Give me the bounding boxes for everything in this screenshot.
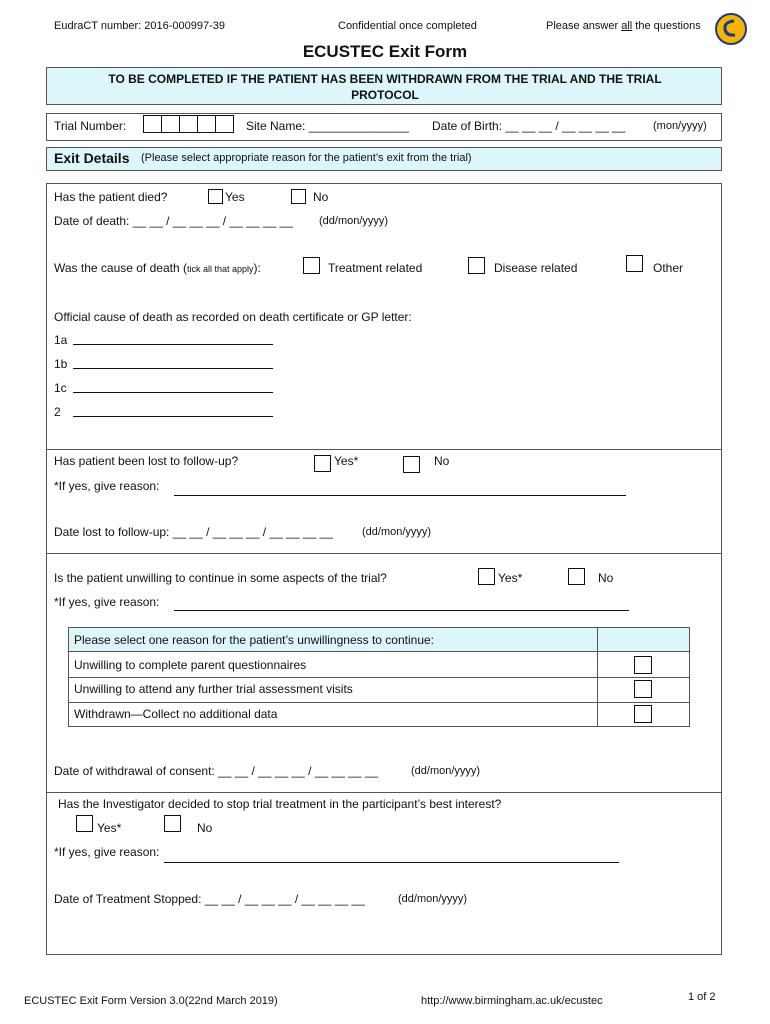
investigator-reason-label: *If yes, give reason: <box>54 845 160 859</box>
footer-version: ECUSTEC Exit Form Version 3.0(22nd March 2019) <box>24 995 278 1007</box>
section-divider <box>46 792 722 793</box>
banner-line-1: TO BE COMPLETED IF THE PATIENT HAS BEEN WITHDRAWN FROM THE TRIAL AND THE TRIAL <box>108 72 662 86</box>
lost-followup-question: Has patient been lost to follow-up? <box>54 454 239 468</box>
table-row-divider <box>68 702 690 703</box>
reason-questionnaires-checkbox[interactable] <box>634 656 652 674</box>
trial-digit-box[interactable] <box>161 115 180 133</box>
date-of-death-field[interactable]: Date of death: __ __ / __ __ __ / __ __ __ __ <box>54 214 293 228</box>
reason-visits-checkbox[interactable] <box>634 680 652 698</box>
unwilling-reason-label: *If yes, give reason: <box>54 595 160 609</box>
lost-no-label: No <box>434 454 450 468</box>
cause-end: ): <box>253 261 261 275</box>
treatment-related-checkbox[interactable] <box>303 257 320 274</box>
site-name-field[interactable]: Site Name: _______________ <box>246 119 409 133</box>
unwilling-yes-label: Yes* <box>498 571 523 585</box>
trial-digit-box[interactable] <box>179 115 198 133</box>
unwilling-yes-checkbox[interactable] <box>478 568 495 585</box>
died-no-label: No <box>313 190 329 204</box>
official-cause-label: Official cause of death as recorded on death certificate or GP letter: <box>54 310 412 324</box>
form-title: ECUSTEC Exit Form <box>302 42 468 61</box>
investigator-reason-line[interactable] <box>164 862 619 863</box>
banner-line-2: PROTOCOL <box>351 88 419 102</box>
exit-form-sections <box>46 183 722 955</box>
footer-url[interactable]: http://www.birmingham.ac.uk/ecustec <box>421 995 603 1007</box>
withdrawal-consent-date-format: (dd/mon/yyyy) <box>411 765 481 777</box>
unwilling-no-label: No <box>598 571 614 585</box>
treatment-related-label: Treatment related <box>328 261 423 275</box>
cause-line-1a[interactable] <box>73 344 273 345</box>
answer-pre: Please answer <box>546 20 622 32</box>
investigator-no-label: No <box>197 821 213 835</box>
eudract-number: EudraCT number: 2016-000997-39 <box>54 20 226 32</box>
lost-no-checkbox[interactable] <box>403 456 420 473</box>
cause-line-1b[interactable] <box>73 368 273 369</box>
cause-line-1a-label: 1a <box>54 333 68 347</box>
investigator-question: Has the Investigator decided to stop trial treatment in the participant’s best interest? <box>58 797 502 811</box>
confidential-note: Confidential once completed <box>338 20 477 32</box>
cause-line-1c-label: 1c <box>54 381 67 395</box>
cause-line-2-label: 2 <box>54 405 61 419</box>
exit-details-note: (Please select appropriate reason for the patient’s exit from the trial) <box>141 152 472 164</box>
date-lost-field[interactable]: Date lost to follow-up: __ __ / __ __ __ / __ __ __ __ <box>54 525 333 539</box>
table-row: Withdrawn—Collect no additional data <box>74 707 278 721</box>
other-cause-checkbox[interactable] <box>626 255 643 272</box>
table-row-divider <box>68 677 690 678</box>
trial-digit-box[interactable] <box>143 115 162 133</box>
died-yes-label: Yes <box>225 190 245 204</box>
investigator-yes-checkbox[interactable] <box>76 815 93 832</box>
cause-label: Was the cause of death ( <box>54 261 187 275</box>
died-no-checkbox[interactable] <box>291 189 306 204</box>
date-of-death-format: (dd/mon/yyyy) <box>319 215 389 227</box>
investigator-yes-label: Yes* <box>97 821 122 835</box>
table-row: Unwilling to attend any further trial assessment visits <box>74 682 353 696</box>
trial-digit-box[interactable] <box>215 115 234 133</box>
section-divider <box>46 449 722 450</box>
cause-line-2[interactable] <box>73 416 273 417</box>
treatment-stopped-date-field[interactable]: Date of Treatment Stopped: __ __ / __ __ __ / __ __ __ __ <box>54 892 365 906</box>
investigator-no-checkbox[interactable] <box>164 815 181 832</box>
trial-digit-box[interactable] <box>197 115 216 133</box>
cause-small: tick all that apply <box>186 264 254 274</box>
withdrawal-consent-date-field[interactable]: Date of withdrawal of consent: __ __ / __ __ __ / __ __ __ __ <box>54 764 379 778</box>
ecustec-logo-icon <box>714 12 748 46</box>
answer-all-note <box>546 20 701 32</box>
died-yes-checkbox[interactable] <box>208 189 223 204</box>
unwilling-reason-line[interactable] <box>174 610 629 611</box>
treatment-stopped-date-format: (dd/mon/yyyy) <box>398 893 468 905</box>
date-lost-format: (dd/mon/yyyy) <box>362 526 432 538</box>
exit-details-heading: Exit Details <box>54 150 130 166</box>
disease-related-label: Disease related <box>494 261 578 275</box>
dob-format: (mon/yyyy) <box>653 120 707 132</box>
lost-yes-label: Yes* <box>334 454 359 468</box>
answer-all: all <box>621 20 633 32</box>
dob-field[interactable]: Date of Birth: __ __ __ / __ __ __ __ <box>432 119 626 133</box>
lost-reason-label: *If yes, give reason: <box>54 479 160 493</box>
section-divider <box>46 553 722 554</box>
withdrawal-banner <box>46 67 722 105</box>
unwilling-no-checkbox[interactable] <box>568 568 585 585</box>
footer-page-number: 1 of 2 <box>688 991 716 1003</box>
answer-post: the questions <box>632 20 701 32</box>
died-question: Has the patient died? <box>54 190 168 204</box>
table-header-text: Please select one reason for the patient’s unwillingness to continue: <box>74 633 435 647</box>
unwillingness-table <box>68 627 690 727</box>
trial-number-label: Trial Number: <box>54 119 127 133</box>
disease-related-checkbox[interactable] <box>468 257 485 274</box>
cause-of-death-question <box>54 261 261 275</box>
other-cause-label: Other <box>653 261 684 275</box>
lost-yes-checkbox[interactable] <box>314 455 331 472</box>
lost-reason-line[interactable] <box>174 495 626 496</box>
table-row: Unwilling to complete parent questionnaires <box>74 658 307 672</box>
unwilling-question: Is the patient unwilling to continue in some aspects of the trial? <box>54 571 387 585</box>
cause-line-1b-label: 1b <box>54 357 68 371</box>
cause-line-1c[interactable] <box>73 392 273 393</box>
reason-withdrawn-checkbox[interactable] <box>634 705 652 723</box>
